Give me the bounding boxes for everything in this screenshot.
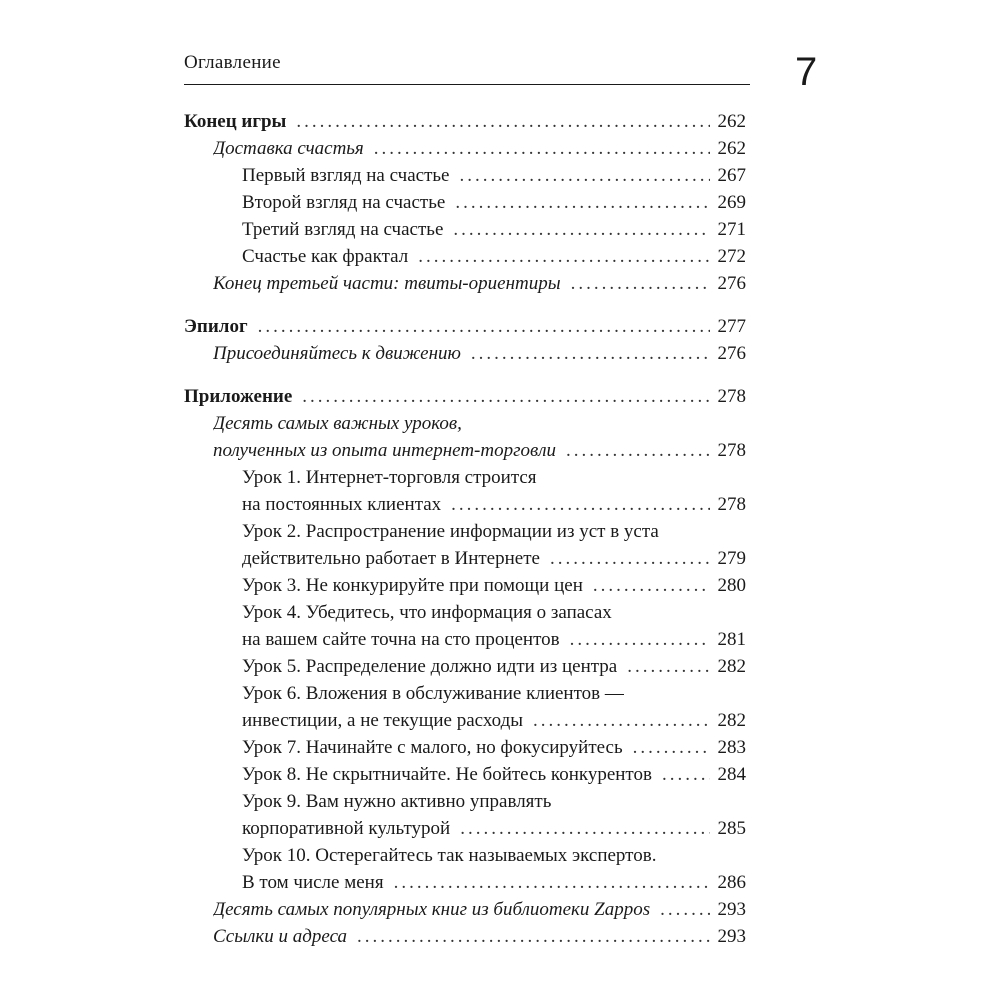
toc-page-number: 285 — [717, 818, 746, 839]
toc-part-entry[interactable] — [0, 383, 746, 410]
toc-entry-title: Урок 1. Интернет-торговля строится — [242, 467, 537, 488]
toc-entry-title: В том числе меня — [242, 872, 384, 893]
toc-entry-line — [242, 734, 746, 761]
toc-entry-line — [213, 340, 746, 367]
dot-leader — [570, 626, 710, 653]
toc-page-number: 278 — [717, 494, 746, 515]
dot-leader — [418, 243, 709, 270]
toc-entry-line — [242, 815, 746, 842]
toc-page-number: 281 — [717, 629, 746, 650]
toc-page-number: 283 — [717, 737, 746, 758]
dot-leader — [394, 869, 710, 896]
toc-entry-line — [242, 653, 746, 680]
toc-entry-title: Второй взгляд на счастье — [242, 192, 446, 213]
dot-leader — [451, 491, 709, 518]
toc-entry-line — [213, 135, 746, 162]
toc-page-number: 280 — [717, 575, 746, 596]
dot-leader — [571, 270, 710, 297]
toc-entry-title: действительно работает в Интернете — [242, 548, 540, 569]
toc-chapter-entry[interactable] — [0, 340, 746, 367]
dot-leader — [633, 734, 710, 761]
toc-page-number: 271 — [717, 219, 746, 240]
toc-entry-title: Урок 3. Не конкурируйте при помощи цен — [242, 575, 583, 596]
dot-leader — [296, 108, 709, 135]
toc-entry-title: Счастье как фрактал — [242, 246, 409, 267]
dot-leader — [374, 135, 710, 162]
toc-entry-line — [242, 491, 746, 518]
toc-entry-line — [213, 437, 746, 464]
toc-entry-title: полученных из опыта интернет-торговли — [213, 440, 557, 461]
dot-leader — [627, 653, 709, 680]
toc-entry-title: на постоянных клиентах — [242, 494, 442, 515]
toc-subsection-entry[interactable] — [0, 464, 746, 518]
toc-entry-title: Урок 10. Остерегайтесь так называемых экспертов. — [242, 845, 657, 866]
toc-entry-title: Урок 5. Распределение должно идти из центра — [242, 656, 618, 677]
toc-subsection-entry[interactable] — [0, 572, 746, 599]
toc-entry-title: Третий взгляд на счастье — [242, 219, 444, 240]
toc-part-entry[interactable] — [0, 108, 746, 135]
toc-page-number: 278 — [717, 440, 746, 461]
toc-entry-line — [184, 383, 746, 410]
toc-entry-title: Ссылки и адреса — [213, 926, 348, 947]
toc-entry-line — [242, 216, 746, 243]
toc-entry-title: корпоративной культурой — [242, 818, 451, 839]
toc-page-number: 276 — [717, 273, 746, 294]
toc-entry-title: Конец игры — [184, 111, 287, 132]
toc-entry-title: Приложение — [184, 386, 293, 407]
toc-entry-line — [213, 896, 746, 923]
toc-entry-line — [184, 108, 746, 135]
toc-page-number: 276 — [717, 343, 746, 364]
dot-leader — [258, 313, 710, 340]
toc-subsection-entry[interactable] — [0, 599, 746, 653]
toc-entry-line — [242, 189, 746, 216]
toc-entry-title: на вашем сайте точна на сто процентов — [242, 629, 560, 650]
toc-chapter-entry[interactable] — [0, 135, 746, 162]
toc-entry-title: Эпилог — [184, 316, 248, 337]
toc-entry-line — [242, 788, 746, 815]
toc-entry-line — [242, 162, 746, 189]
toc-subsection-entry[interactable] — [0, 680, 746, 734]
toc-subsection-entry[interactable] — [0, 216, 746, 243]
toc-chapter-entry[interactable] — [0, 270, 746, 297]
toc-subsection-entry[interactable] — [0, 761, 746, 788]
toc-entry-title: Урок 6. Вложения в обслуживание клиентов — — [242, 683, 624, 704]
dot-leader — [302, 383, 709, 410]
toc-subsection-entry[interactable] — [0, 162, 746, 189]
toc-entry-title: Урок 8. Не скрытничайте. Не бойтесь конкурентов — [242, 764, 652, 785]
toc-entry-line — [242, 545, 746, 572]
dot-leader — [593, 572, 710, 599]
toc-subsection-entry[interactable] — [0, 243, 746, 270]
toc-section — [0, 313, 1000, 367]
toc-entry-line — [242, 243, 746, 270]
dot-leader — [460, 815, 709, 842]
dot-leader — [471, 340, 710, 367]
toc-entry-line — [242, 869, 746, 896]
toc-entry-title: Урок 4. Убедитесь, что информация о запасах — [242, 602, 612, 623]
toc-page-number: 272 — [717, 246, 746, 267]
toc-entry-title: Конец третьей части: твиты-ориентиры — [213, 273, 561, 294]
toc-subsection-entry[interactable] — [0, 653, 746, 680]
toc-entry-line — [242, 464, 746, 491]
toc-entry-line — [242, 761, 746, 788]
dot-leader — [550, 545, 710, 572]
toc-subsection-entry[interactable] — [0, 189, 746, 216]
toc-entry-line — [242, 626, 746, 653]
toc-page-number: 293 — [717, 899, 746, 920]
toc-entry-line — [242, 842, 746, 869]
dot-leader — [660, 896, 709, 923]
toc-entry-title: Доставка счастья — [213, 138, 364, 159]
toc-subsection-entry[interactable] — [0, 842, 746, 896]
toc-page-number: 293 — [717, 926, 746, 947]
toc-entry-line — [213, 410, 746, 437]
toc-chapter-entry[interactable] — [0, 410, 746, 464]
toc-page-number: 277 — [717, 316, 746, 337]
toc-part-entry[interactable] — [0, 313, 746, 340]
dot-leader — [357, 923, 709, 950]
toc-entry-line — [242, 680, 746, 707]
toc-entry-title: Урок 9. Вам нужно активно управлять — [242, 791, 552, 812]
toc-entry-line — [184, 313, 746, 340]
dot-leader — [459, 162, 709, 189]
header-rule — [184, 84, 750, 85]
toc-entry-line — [242, 707, 746, 734]
dot-leader — [453, 216, 709, 243]
toc-entry-title: Присоединяйтесь к движению — [213, 343, 461, 364]
toc-page-number: 262 — [717, 111, 746, 132]
toc-section — [0, 108, 1000, 297]
toc-page-number: 282 — [717, 656, 746, 677]
toc-entry-title: Урок 2. Распространение информации из уст в уста — [242, 521, 659, 542]
toc-entry-line — [242, 599, 746, 626]
toc-page-number: 278 — [717, 386, 746, 407]
toc-entry-title: Десять самых популярных книг из библиотеки Zappos — [213, 899, 651, 920]
toc-page-number: 279 — [717, 548, 746, 569]
dot-leader — [662, 761, 710, 788]
table-of-contents — [0, 108, 1000, 966]
toc-page-number: 267 — [717, 165, 746, 186]
toc-subsection-entry[interactable] — [0, 518, 746, 572]
toc-entry-title: Десять самых важных уроков, — [213, 413, 462, 434]
toc-page-number: 284 — [717, 764, 746, 785]
toc-page-number: 282 — [717, 710, 746, 731]
toc-subsection-entry[interactable] — [0, 734, 746, 761]
page-number: 7 — [795, 50, 818, 94]
toc-entry-title: Первый взгляд на счастье — [242, 165, 450, 186]
toc-entry-line — [213, 923, 746, 950]
toc-page-number: 286 — [717, 872, 746, 893]
toc-entry-line — [213, 270, 746, 297]
dot-leader — [455, 189, 709, 216]
toc-page-number: 262 — [717, 138, 746, 159]
toc-entry-title: Урок 7. Начинайте с малого, но фокусируйтесь — [242, 737, 623, 758]
toc-entry-line — [242, 518, 746, 545]
toc-chapter-entry[interactable] — [0, 896, 746, 923]
dot-leader — [566, 437, 709, 464]
toc-subsection-entry[interactable] — [0, 788, 746, 842]
toc-section — [0, 383, 1000, 950]
toc-entry-title: инвестиции, а не текущие расходы — [242, 710, 524, 731]
dot-leader — [533, 707, 709, 734]
running-head: Оглавление — [184, 52, 281, 73]
toc-page-number: 269 — [717, 192, 746, 213]
toc-entry-line — [242, 572, 746, 599]
toc-chapter-entry[interactable] — [0, 923, 746, 950]
